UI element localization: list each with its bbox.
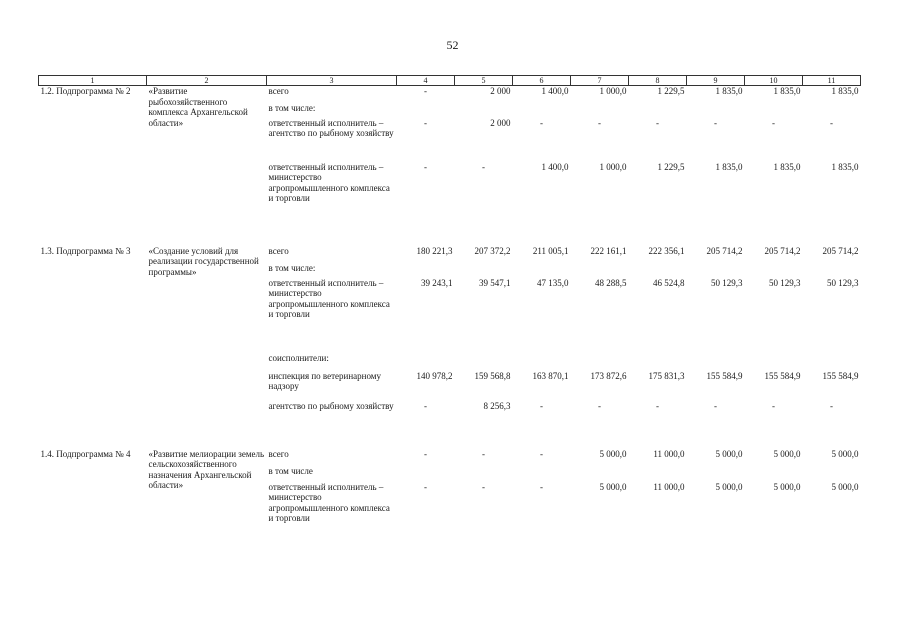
amount-cell	[803, 353, 861, 371]
section-spacer	[39, 431, 861, 449]
amount-cell: -	[714, 400, 717, 411]
amount-cell: -	[424, 161, 427, 172]
amount-cell: -	[772, 117, 775, 128]
amount-cell: -	[540, 481, 543, 492]
table-row	[39, 246, 861, 263]
amount-cell: -	[424, 481, 427, 492]
funding-source: ответственный исполнитель – министерство агропромышленного комплекса и торговли	[268, 161, 390, 203]
funding-source: ответственный исполнитель – министерство агропромышленного комплекса и торговли	[268, 481, 390, 523]
funding-source: ответственный исполнитель – министерство агропромышленного комплекса и торговли	[268, 277, 390, 319]
amount-cell: 11 000,0	[653, 481, 685, 492]
amount-cell: 1 835,0	[831, 86, 859, 96]
amount-cell: 8 256,3	[483, 400, 511, 411]
column-number: 2	[147, 76, 267, 86]
amount-cell	[687, 263, 745, 278]
amount-cell	[455, 466, 513, 482]
amount-cell	[397, 353, 455, 371]
funding-source: всего	[268, 448, 289, 459]
amount-cell	[513, 466, 571, 482]
amount-cell	[687, 353, 745, 371]
funding-source: всего	[268, 86, 289, 96]
amount-cell	[513, 263, 571, 278]
amount-cell: 50 129,3	[769, 277, 801, 288]
amount-cell: 205 714,2	[764, 245, 801, 256]
column-number: 7	[571, 76, 629, 86]
budget-table-body	[39, 86, 861, 546]
amount-cell	[513, 353, 571, 371]
amount-cell: 140 978,2	[416, 370, 453, 381]
amount-cell: -	[540, 400, 543, 411]
amount-cell	[397, 103, 455, 118]
amount-cell: -	[424, 400, 427, 411]
amount-cell	[687, 466, 745, 482]
amount-cell: 222 356,1	[648, 245, 685, 256]
amount-cell: -	[482, 161, 485, 172]
amount-cell	[571, 263, 629, 278]
column-number: 5	[455, 76, 513, 86]
amount-cell: -	[540, 448, 543, 459]
amount-cell: -	[424, 448, 427, 459]
amount-cell: -	[482, 481, 485, 492]
funding-source: всего	[268, 245, 289, 256]
funding-source: инспекция по ветеринарному надзору	[268, 370, 381, 391]
table-row	[39, 449, 861, 466]
subprogram-title: «Развитие рыбохозяйственного комплекса Архангельской области»	[148, 86, 248, 128]
amount-cell	[571, 466, 629, 482]
subprogram-number: 1.4. Подпрограмма № 4	[40, 448, 131, 459]
amount-cell: 5 000,0	[715, 448, 743, 459]
amount-cell: -	[424, 117, 427, 128]
column-number: 4	[397, 76, 455, 86]
amount-cell: 1 835,0	[715, 86, 743, 96]
amount-cell	[455, 263, 513, 278]
amount-cell: -	[772, 400, 775, 411]
amount-cell	[687, 103, 745, 118]
amount-cell: 2 000	[490, 86, 511, 96]
amount-cell: 1 835,0	[831, 161, 859, 172]
amount-cell: 1 835,0	[773, 86, 801, 96]
amount-cell	[513, 103, 571, 118]
amount-cell: 5 000,0	[773, 448, 801, 459]
amount-cell: 211 005,1	[532, 245, 569, 256]
amount-cell: 50 129,3	[827, 277, 859, 288]
amount-cell: -	[598, 400, 601, 411]
funding-source: в том числе:	[268, 262, 316, 273]
amount-cell: 1 835,0	[773, 161, 801, 172]
amount-cell: 11 000,0	[653, 448, 685, 459]
amount-cell	[455, 103, 513, 118]
amount-cell: 5 000,0	[599, 481, 627, 492]
funding-source: в том числе	[268, 465, 313, 476]
amount-cell: 50 129,3	[711, 277, 743, 288]
subprogram-title: «Развитие мелиорации земель сельскохозяйственного назначения Архангельской области»	[148, 448, 265, 490]
amount-cell	[571, 353, 629, 371]
amount-cell: 2 000	[490, 117, 511, 128]
amount-cell: 1 000,0	[599, 86, 627, 96]
amount-cell: -	[714, 117, 717, 128]
amount-cell: 207 372,2	[474, 245, 511, 256]
amount-cell: 1 400,0	[541, 86, 569, 96]
amount-cell: 205 714,2	[822, 245, 859, 256]
column-number: 9	[687, 76, 745, 86]
amount-cell: -	[540, 117, 543, 128]
amount-cell: 163 870,1	[532, 370, 569, 381]
amount-cell	[629, 103, 687, 118]
amount-cell: 1 400,0	[541, 161, 569, 172]
amount-cell: -	[482, 448, 485, 459]
amount-cell: 1 229,5	[657, 161, 685, 172]
subprogram-title: «Создание условий для реализации государственной программы»	[148, 245, 259, 277]
amount-cell	[455, 353, 513, 371]
amount-cell: -	[830, 117, 833, 128]
amount-cell: -	[830, 400, 833, 411]
amount-cell: 39 243,1	[421, 277, 453, 288]
amount-cell: 5 000,0	[773, 481, 801, 492]
page-number: 52	[446, 38, 459, 52]
funding-source: соисполнители:	[268, 352, 329, 363]
amount-cell	[571, 103, 629, 118]
amount-cell: 48 288,5	[595, 277, 627, 288]
amount-cell: 205 714,2	[706, 245, 743, 256]
amount-cell: 175 831,3	[648, 370, 685, 381]
table-row	[39, 86, 861, 103]
amount-cell	[803, 103, 861, 118]
amount-cell	[397, 263, 455, 278]
amount-cell	[629, 466, 687, 482]
amount-cell: 1 229,5	[657, 86, 685, 96]
amount-cell: 155 584,9	[706, 370, 743, 381]
amount-cell: 1 000,0	[599, 161, 627, 172]
amount-cell: 173 872,6	[590, 370, 627, 381]
amount-cell: 5 000,0	[599, 448, 627, 459]
amount-cell	[745, 263, 803, 278]
column-number: 1	[39, 76, 147, 86]
column-number: 11	[803, 76, 861, 86]
column-number: 6	[513, 76, 571, 86]
subprogram-number: 1.3. Подпрограмма № 3	[40, 245, 131, 256]
amount-cell: 159 568,8	[474, 370, 511, 381]
amount-cell: 5 000,0	[715, 481, 743, 492]
budget-table	[38, 75, 861, 546]
amount-cell	[803, 263, 861, 278]
amount-cell: 5 000,0	[831, 481, 859, 492]
amount-cell	[629, 353, 687, 371]
amount-cell: -	[598, 117, 601, 128]
amount-cell	[803, 466, 861, 482]
column-number: 8	[629, 76, 687, 86]
amount-cell	[629, 263, 687, 278]
amount-cell	[745, 353, 803, 371]
amount-cell: 222 161,1	[590, 245, 627, 256]
amount-cell: 1 835,0	[715, 161, 743, 172]
column-number: 3	[267, 76, 397, 86]
amount-cell	[397, 466, 455, 482]
amount-cell: 47 135,0	[537, 277, 569, 288]
amount-cell: 39 547,1	[479, 277, 511, 288]
amount-cell: 180 221,3	[416, 245, 453, 256]
section-spacer	[39, 226, 861, 246]
amount-cell: 46 524,8	[653, 277, 685, 288]
amount-cell	[745, 103, 803, 118]
column-number: 10	[745, 76, 803, 86]
subprogram-number: 1.2. Подпрограмма № 2	[40, 86, 131, 96]
amount-cell: -	[656, 400, 659, 411]
amount-cell: 155 584,9	[822, 370, 859, 381]
funding-source: в том числе:	[268, 102, 316, 113]
amount-cell: 155 584,9	[764, 370, 801, 381]
column-numbers-row	[39, 76, 861, 86]
amount-cell: -	[656, 117, 659, 128]
amount-cell	[745, 466, 803, 482]
funding-source: агентство по рыбному хозяйству	[268, 400, 394, 411]
funding-source: ответственный исполнитель – агентство по рыбному хозяйству	[268, 117, 394, 138]
amount-cell: -	[424, 86, 427, 96]
amount-cell: 5 000,0	[831, 448, 859, 459]
